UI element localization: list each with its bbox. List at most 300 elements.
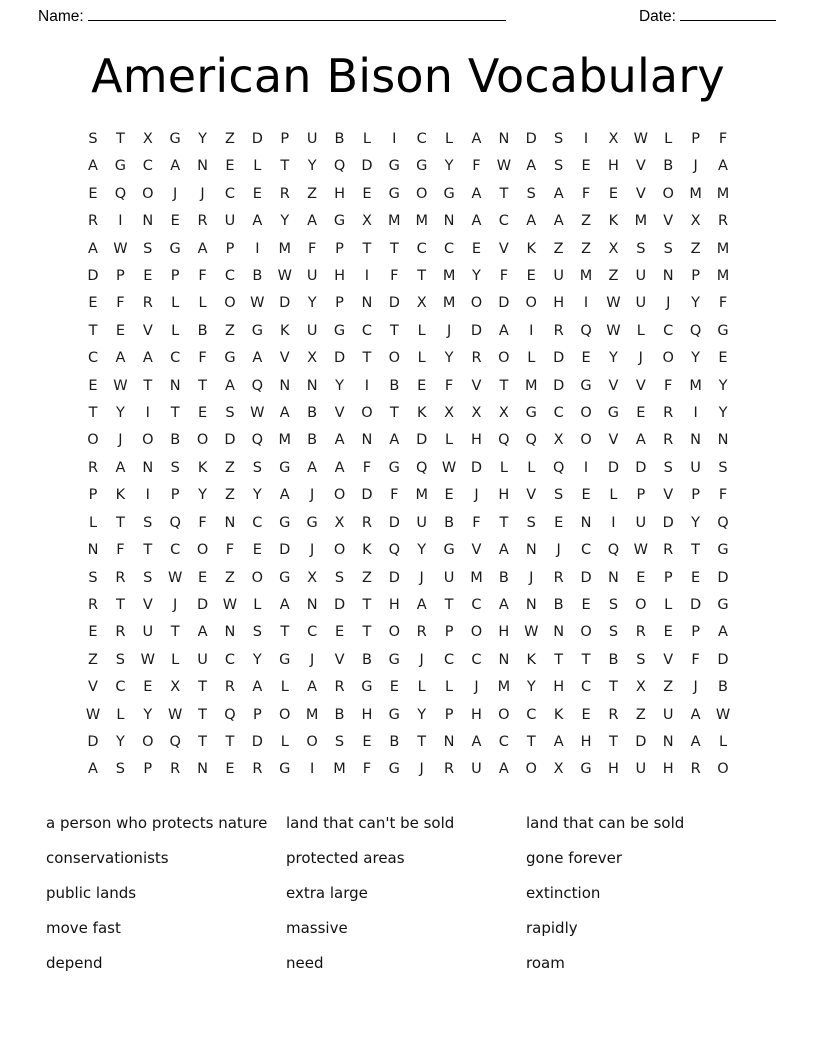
grid-cell[interactable]: O: [580, 405, 592, 422]
grid-cell[interactable]: R: [690, 761, 701, 778]
grid-cell[interactable]: N: [608, 569, 619, 586]
grid-cell[interactable]: U: [471, 761, 482, 778]
grid-cell[interactable]: Q: [114, 185, 127, 202]
grid-cell[interactable]: U: [197, 651, 208, 668]
grid-cell[interactable]: Z: [553, 240, 564, 257]
grid-cell[interactable]: M: [634, 213, 648, 230]
grid-cell[interactable]: O: [525, 761, 537, 778]
grid-cell[interactable]: F: [362, 459, 372, 476]
grid-cell[interactable]: T: [115, 596, 125, 613]
grid-cell[interactable]: H: [580, 733, 592, 750]
word-list-item[interactable]: land that can't be sold: [286, 814, 455, 833]
word-list-item[interactable]: a person who protects nature: [46, 814, 268, 833]
grid-cell[interactable]: B: [608, 651, 619, 668]
grid-cell[interactable]: W: [250, 295, 265, 312]
word-list-item[interactable]: public lands: [46, 884, 137, 903]
grid-cell[interactable]: A: [498, 542, 509, 559]
grid-cell[interactable]: K: [416, 405, 427, 422]
grid-cell[interactable]: S: [143, 514, 153, 531]
grid-cell[interactable]: L: [253, 158, 262, 175]
grid-cell[interactable]: A: [252, 679, 263, 696]
grid-cell[interactable]: B: [498, 569, 509, 586]
grid-cell[interactable]: U: [142, 624, 154, 641]
grid-cell[interactable]: Z: [608, 268, 619, 285]
grid-cell[interactable]: S: [334, 733, 345, 750]
grid-cell[interactable]: F: [718, 131, 728, 147]
grid-cell[interactable]: U: [635, 268, 647, 285]
grid-cell[interactable]: D: [635, 459, 647, 476]
grid-cell[interactable]: O: [361, 405, 373, 422]
grid-cell[interactable]: R: [142, 295, 153, 312]
grid-cell[interactable]: Q: [388, 542, 401, 559]
grid-cell[interactable]: G: [443, 542, 455, 559]
grid-cell[interactable]: T: [143, 377, 153, 394]
grid-cell[interactable]: G: [717, 542, 729, 559]
grid-cell[interactable]: F: [472, 514, 481, 531]
grid-cell[interactable]: T: [417, 733, 427, 750]
grid-cell[interactable]: W: [168, 569, 183, 586]
grid-cell[interactable]: R: [334, 679, 345, 696]
grid-cell[interactable]: T: [88, 322, 98, 339]
grid-cell[interactable]: O: [662, 350, 674, 367]
grid-cell[interactable]: J: [173, 185, 178, 202]
grid-cell[interactable]: I: [583, 131, 589, 147]
grid-cell[interactable]: N: [662, 733, 674, 750]
grid-cell[interactable]: E: [608, 185, 619, 202]
grid-cell[interactable]: D: [361, 158, 373, 175]
grid-cell[interactable]: P: [691, 487, 700, 504]
grid-cell[interactable]: T: [170, 405, 180, 422]
grid-cell[interactable]: T: [225, 733, 235, 750]
grid-cell[interactable]: J: [173, 596, 178, 613]
grid-cell[interactable]: O: [333, 487, 346, 504]
word-list-item[interactable]: gone forever: [526, 849, 622, 868]
grid-cell[interactable]: R: [663, 405, 674, 422]
grid-cell[interactable]: C: [142, 158, 153, 175]
grid-cell[interactable]: S: [526, 185, 536, 202]
grid-cell[interactable]: D: [224, 432, 236, 449]
grid-cell[interactable]: G: [251, 322, 263, 339]
grid-cell[interactable]: P: [88, 487, 98, 504]
grid-cell[interactable]: D: [87, 733, 99, 750]
grid-cell[interactable]: S: [115, 761, 125, 778]
grid-cell[interactable]: C: [553, 405, 564, 422]
grid-cell[interactable]: G: [169, 131, 181, 147]
grid-cell[interactable]: C: [170, 350, 181, 367]
grid-cell[interactable]: R: [361, 514, 372, 531]
grid-cell[interactable]: E: [115, 322, 125, 339]
grid-cell[interactable]: C: [416, 131, 427, 147]
grid-cell[interactable]: A: [88, 761, 98, 778]
grid-cell[interactable]: A: [553, 733, 564, 750]
grid-cell[interactable]: E: [225, 761, 235, 778]
grid-cell[interactable]: G: [717, 322, 729, 339]
grid-cell[interactable]: T: [554, 651, 564, 668]
grid-cell[interactable]: E: [252, 185, 262, 202]
grid-cell[interactable]: R: [553, 322, 564, 339]
grid-cell[interactable]: I: [118, 213, 123, 230]
grid-cell[interactable]: O: [142, 432, 154, 449]
grid-cell[interactable]: G: [333, 322, 346, 339]
grid-cell[interactable]: H: [662, 761, 674, 778]
grid-cell[interactable]: U: [662, 706, 674, 723]
grid-cell[interactable]: R: [170, 761, 181, 778]
grid-cell[interactable]: R: [663, 542, 674, 559]
grid-cell[interactable]: I: [255, 240, 260, 257]
grid-cell[interactable]: H: [553, 679, 565, 696]
grid-cell[interactable]: X: [334, 514, 345, 531]
word-list-item[interactable]: conservationists: [46, 849, 169, 868]
grid-cell[interactable]: J: [118, 432, 123, 449]
grid-cell[interactable]: Y: [691, 350, 701, 367]
grid-cell[interactable]: Q: [689, 322, 702, 339]
grid-cell[interactable]: E: [362, 185, 372, 202]
grid-cell[interactable]: U: [553, 268, 564, 285]
grid-cell[interactable]: S: [88, 569, 98, 586]
grid-cell[interactable]: Y: [252, 651, 262, 668]
grid-cell[interactable]: Q: [333, 158, 346, 175]
grid-cell[interactable]: F: [444, 377, 454, 394]
grid-cell[interactable]: P: [663, 569, 673, 586]
grid-cell[interactable]: M: [716, 185, 730, 202]
grid-cell[interactable]: P: [691, 268, 700, 285]
grid-cell[interactable]: J: [638, 350, 643, 367]
grid-cell[interactable]: B: [389, 733, 400, 750]
grid-cell[interactable]: P: [691, 131, 700, 147]
grid-cell[interactable]: C: [252, 514, 263, 531]
grid-cell[interactable]: G: [279, 761, 291, 778]
grid-cell[interactable]: D: [553, 350, 565, 367]
grid-cell[interactable]: C: [170, 542, 181, 559]
grid-cell[interactable]: O: [388, 624, 401, 641]
grid-cell[interactable]: N: [169, 377, 181, 394]
grid-cell[interactable]: M: [442, 295, 456, 312]
grid-cell[interactable]: X: [608, 131, 619, 147]
grid-cell[interactable]: Y: [198, 131, 207, 147]
grid-cell[interactable]: T: [691, 542, 701, 559]
grid-cell[interactable]: M: [579, 268, 593, 285]
grid-cell[interactable]: A: [115, 459, 126, 476]
grid-cell[interactable]: K: [526, 651, 537, 668]
grid-cell[interactable]: N: [361, 432, 373, 449]
grid-cell[interactable]: Q: [415, 459, 428, 476]
grid-cell[interactable]: Z: [224, 131, 235, 147]
grid-cell[interactable]: I: [364, 377, 370, 394]
grid-cell[interactable]: E: [444, 487, 454, 504]
grid-cell[interactable]: W: [277, 268, 292, 285]
grid-cell[interactable]: D: [553, 377, 565, 394]
grid-cell[interactable]: U: [690, 459, 701, 476]
grid-cell[interactable]: W: [113, 240, 128, 257]
grid-cell[interactable]: V: [608, 377, 619, 394]
word-search-grid[interactable]: [79, 126, 736, 784]
grid-cell[interactable]: G: [279, 651, 291, 668]
grid-cell[interactable]: Q: [169, 733, 181, 750]
grid-cell[interactable]: O: [717, 761, 729, 778]
grid-cell[interactable]: P: [280, 131, 290, 147]
grid-cell[interactable]: D: [388, 514, 400, 531]
grid-cell[interactable]: E: [417, 377, 427, 394]
grid-cell[interactable]: R: [663, 432, 674, 449]
grid-cell[interactable]: C: [307, 624, 318, 641]
grid-cell[interactable]: Y: [417, 542, 427, 559]
grid-cell[interactable]: A: [471, 185, 482, 202]
grid-cell[interactable]: Y: [417, 706, 427, 723]
grid-cell[interactable]: O: [279, 706, 291, 723]
grid-cell[interactable]: M: [525, 377, 538, 394]
grid-cell[interactable]: P: [335, 240, 344, 257]
grid-cell[interactable]: A: [718, 624, 728, 641]
grid-cell[interactable]: J: [200, 185, 205, 202]
grid-cell[interactable]: A: [553, 213, 564, 230]
grid-cell[interactable]: S: [608, 624, 619, 641]
grid-cell[interactable]: R: [87, 596, 99, 613]
grid-cell[interactable]: A: [416, 596, 427, 613]
grid-cell[interactable]: J: [419, 569, 424, 586]
grid-cell[interactable]: D: [635, 733, 647, 750]
grid-cell[interactable]: V: [334, 405, 345, 422]
grid-cell[interactable]: P: [170, 268, 180, 285]
grid-cell[interactable]: Z: [224, 569, 235, 586]
grid-cell[interactable]: T: [389, 240, 399, 257]
grid-cell[interactable]: A: [197, 624, 208, 641]
date-field[interactable]: [639, 7, 776, 26]
grid-cell[interactable]: G: [169, 240, 181, 257]
grid-cell[interactable]: F: [225, 542, 235, 559]
grid-cell[interactable]: N: [690, 432, 702, 449]
grid-cell[interactable]: T: [499, 514, 509, 531]
grid-cell[interactable]: G: [279, 569, 291, 586]
grid-cell[interactable]: Y: [691, 295, 701, 312]
grid-cell[interactable]: G: [416, 158, 428, 175]
grid-cell[interactable]: T: [389, 322, 399, 339]
grid-cell[interactable]: H: [334, 185, 345, 202]
grid-cell[interactable]: G: [388, 651, 400, 668]
grid-cell[interactable]: Y: [444, 350, 454, 367]
grid-cell[interactable]: R: [717, 213, 729, 230]
grid-cell[interactable]: G: [607, 405, 620, 422]
grid-cell[interactable]: A: [498, 322, 509, 339]
grid-cell[interactable]: D: [361, 487, 373, 504]
grid-cell[interactable]: F: [718, 487, 728, 504]
grid-cell[interactable]: K: [526, 240, 537, 257]
grid-cell[interactable]: O: [498, 350, 510, 367]
grid-cell[interactable]: L: [88, 514, 98, 531]
grid-cell[interactable]: U: [306, 131, 318, 147]
grid-cell[interactable]: D: [87, 268, 99, 285]
grid-cell[interactable]: C: [444, 240, 455, 257]
grid-cell[interactable]: X: [361, 213, 372, 230]
grid-cell[interactable]: L: [445, 679, 454, 696]
grid-cell[interactable]: F: [390, 487, 399, 504]
grid-cell[interactable]: R: [553, 569, 564, 586]
grid-cell[interactable]: N: [197, 158, 208, 175]
grid-cell[interactable]: R: [471, 350, 482, 367]
grid-cell[interactable]: C: [498, 733, 509, 750]
grid-cell[interactable]: A: [471, 131, 482, 147]
grid-cell[interactable]: V: [471, 377, 482, 394]
grid-cell[interactable]: S: [143, 569, 153, 586]
grid-cell[interactable]: M: [388, 213, 401, 230]
grid-cell[interactable]: A: [690, 733, 701, 750]
grid-cell[interactable]: S: [636, 651, 646, 668]
grid-cell[interactable]: E: [143, 268, 153, 285]
grid-cell[interactable]: G: [388, 459, 400, 476]
grid-cell[interactable]: G: [224, 350, 236, 367]
grid-cell[interactable]: L: [609, 487, 618, 504]
grid-cell[interactable]: G: [525, 405, 537, 422]
grid-cell[interactable]: Q: [717, 514, 729, 531]
grid-cell[interactable]: V: [663, 487, 674, 504]
grid-cell[interactable]: N: [498, 131, 510, 147]
grid-cell[interactable]: Z: [88, 651, 98, 668]
grid-cell[interactable]: Q: [552, 459, 565, 476]
grid-cell[interactable]: U: [635, 761, 647, 778]
grid-cell[interactable]: F: [390, 268, 399, 285]
grid-cell[interactable]: O: [525, 295, 537, 312]
grid-cell[interactable]: L: [280, 733, 289, 750]
grid-cell[interactable]: P: [170, 487, 180, 504]
grid-cell[interactable]: C: [471, 596, 482, 613]
grid-cell[interactable]: W: [606, 295, 621, 312]
grid-cell[interactable]: W: [140, 651, 155, 668]
grid-cell[interactable]: I: [611, 514, 616, 531]
grid-cell[interactable]: N: [717, 432, 729, 449]
grid-cell[interactable]: A: [526, 213, 537, 230]
grid-cell[interactable]: N: [197, 761, 208, 778]
grid-cell[interactable]: C: [580, 679, 592, 696]
grid-cell[interactable]: S: [225, 405, 235, 422]
grid-cell[interactable]: T: [389, 405, 399, 422]
grid-cell[interactable]: P: [636, 487, 646, 504]
grid-cell[interactable]: O: [470, 295, 483, 312]
grid-cell[interactable]: H: [361, 706, 373, 723]
grid-cell[interactable]: F: [499, 268, 509, 285]
grid-cell[interactable]: G: [333, 213, 346, 230]
grid-cell[interactable]: E: [334, 624, 345, 641]
grid-cell[interactable]: A: [635, 432, 646, 449]
grid-cell[interactable]: V: [663, 213, 674, 230]
grid-cell[interactable]: D: [498, 295, 510, 312]
grid-cell[interactable]: C: [416, 240, 427, 257]
grid-cell[interactable]: C: [224, 268, 236, 285]
grid-cell[interactable]: H: [498, 487, 510, 504]
grid-cell[interactable]: R: [115, 624, 126, 641]
grid-cell[interactable]: X: [553, 761, 564, 778]
grid-cell[interactable]: A: [553, 185, 564, 202]
grid-cell[interactable]: S: [88, 131, 98, 147]
grid-cell[interactable]: G: [580, 377, 592, 394]
grid-cell[interactable]: V: [635, 377, 646, 394]
grid-cell[interactable]: S: [554, 158, 564, 175]
grid-cell[interactable]: G: [443, 185, 455, 202]
grid-cell[interactable]: W: [633, 542, 648, 559]
grid-cell[interactable]: N: [662, 268, 674, 285]
grid-cell[interactable]: V: [526, 487, 537, 504]
grid-cell[interactable]: N: [306, 377, 318, 394]
grid-cell[interactable]: F: [116, 295, 125, 312]
grid-cell[interactable]: V: [498, 240, 509, 257]
grid-cell[interactable]: V: [663, 651, 674, 668]
grid-cell[interactable]: P: [691, 624, 700, 641]
grid-cell[interactable]: S: [526, 514, 536, 531]
grid-cell[interactable]: T: [417, 268, 427, 285]
grid-cell[interactable]: Y: [115, 405, 125, 422]
grid-cell[interactable]: L: [527, 350, 536, 367]
grid-cell[interactable]: P: [116, 268, 125, 285]
grid-cell[interactable]: T: [143, 542, 153, 559]
grid-cell[interactable]: H: [498, 624, 510, 641]
grid-cell[interactable]: N: [361, 295, 373, 312]
grid-cell[interactable]: L: [116, 706, 125, 723]
grid-cell[interactable]: X: [471, 405, 482, 422]
word-list-item[interactable]: protected areas: [286, 849, 405, 868]
grid-cell[interactable]: T: [362, 624, 372, 641]
grid-cell[interactable]: H: [607, 761, 619, 778]
grid-cell[interactable]: I: [583, 459, 589, 476]
grid-cell[interactable]: F: [116, 542, 125, 559]
grid-cell[interactable]: U: [306, 268, 318, 285]
grid-cell[interactable]: N: [142, 459, 154, 476]
grid-cell[interactable]: Q: [580, 322, 592, 339]
grid-cell[interactable]: X: [416, 295, 427, 312]
grid-cell[interactable]: C: [224, 651, 236, 668]
grid-cell[interactable]: W: [250, 405, 265, 422]
grid-cell[interactable]: G: [388, 706, 400, 723]
word-list-item[interactable]: extinction: [526, 884, 601, 903]
grid-cell[interactable]: A: [307, 679, 318, 696]
grid-cell[interactable]: G: [388, 185, 400, 202]
grid-cell[interactable]: N: [224, 624, 236, 641]
grid-cell[interactable]: B: [307, 432, 318, 449]
grid-cell[interactable]: J: [556, 542, 561, 559]
grid-cell[interactable]: M: [305, 706, 319, 723]
grid-cell[interactable]: C: [87, 350, 99, 367]
grid-cell[interactable]: R: [197, 213, 208, 230]
date-write-line[interactable]: [680, 7, 776, 21]
grid-cell[interactable]: L: [527, 459, 536, 476]
name-write-line[interactable]: [88, 7, 506, 21]
grid-cell[interactable]: L: [445, 432, 454, 449]
grid-cell[interactable]: M: [716, 268, 730, 285]
grid-cell[interactable]: Q: [251, 432, 264, 449]
grid-cell[interactable]: T: [609, 733, 618, 750]
grid-cell[interactable]: A: [307, 459, 318, 476]
grid-cell[interactable]: D: [470, 322, 483, 339]
grid-cell[interactable]: A: [252, 213, 263, 230]
grid-cell[interactable]: K: [553, 706, 564, 723]
grid-cell[interactable]: Y: [718, 377, 728, 394]
word-list-item[interactable]: extra large: [286, 884, 368, 903]
grid-cell[interactable]: T: [526, 733, 536, 750]
grid-cell[interactable]: N: [580, 514, 592, 531]
grid-cell[interactable]: M: [333, 761, 346, 778]
grid-cell[interactable]: R: [87, 459, 99, 476]
grid-cell[interactable]: B: [389, 377, 400, 394]
grid-cell[interactable]: I: [145, 487, 150, 504]
grid-cell[interactable]: D: [580, 569, 592, 586]
grid-cell[interactable]: S: [554, 487, 564, 504]
grid-cell[interactable]: K: [197, 459, 208, 476]
grid-cell[interactable]: H: [607, 158, 619, 175]
grid-cell[interactable]: J: [309, 651, 315, 668]
grid-cell[interactable]: G: [279, 459, 291, 476]
grid-cell[interactable]: U: [443, 569, 455, 586]
grid-cell[interactable]: O: [470, 624, 483, 641]
grid-cell[interactable]: A: [279, 487, 290, 504]
grid-cell[interactable]: J: [419, 651, 424, 668]
grid-cell[interactable]: X: [553, 432, 564, 449]
